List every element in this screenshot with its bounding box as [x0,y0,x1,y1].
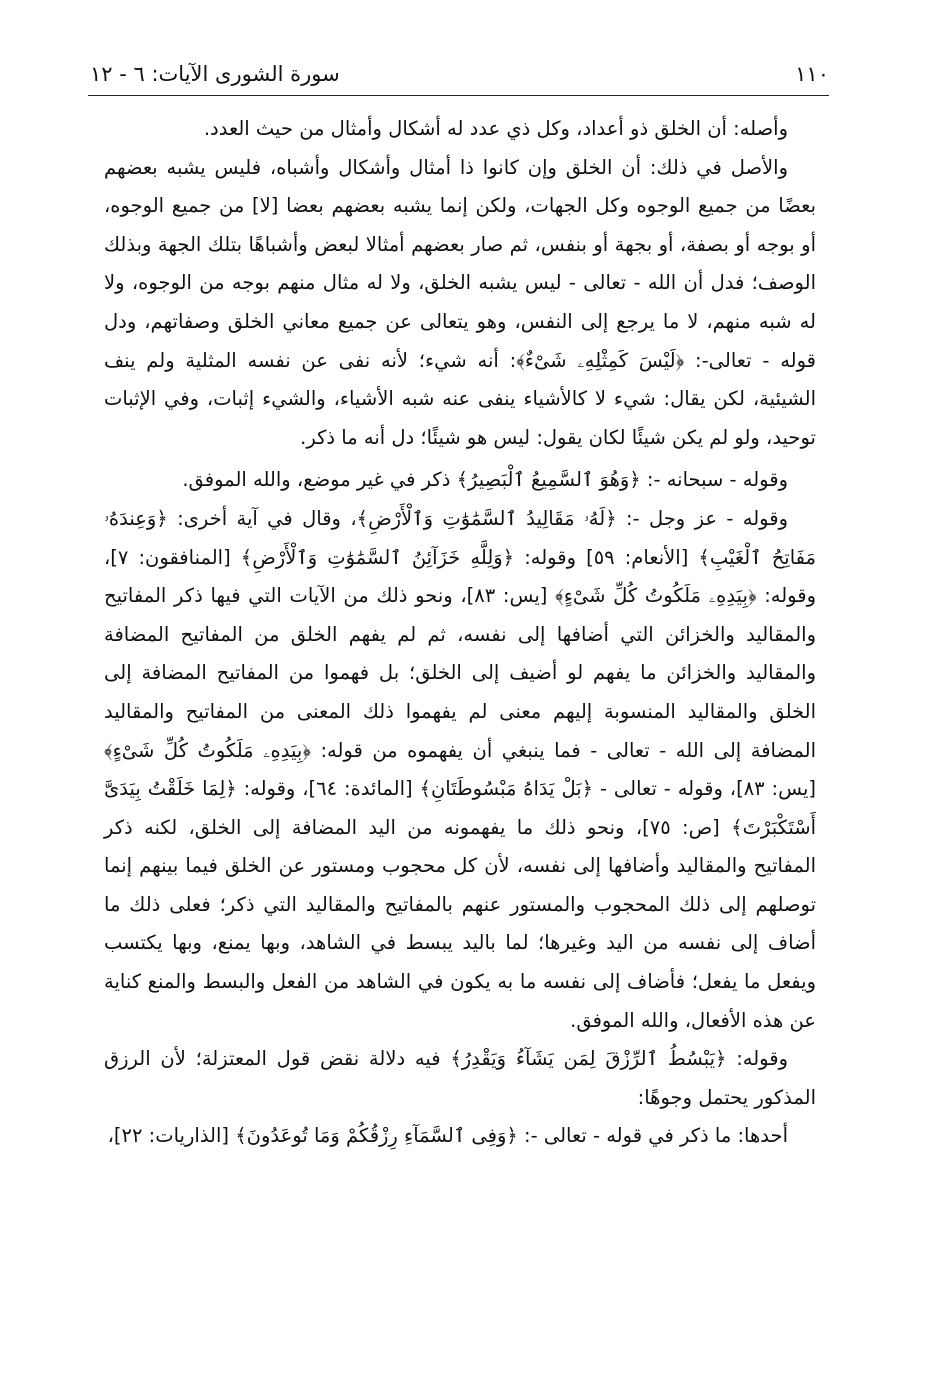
paragraph-1: وأصله: أن الخلق ذو أعداد، وكل ذي عدد له أشكال وأمثال من حيث العدد. [203,117,788,140]
paragraph-2: والأصل في ذلك: أن الخلق وإن كانوا ذا أمثال وأشكال وأشباه، فليس يشبه بعضهم بعضًا من جميع الوجوه وكل الجهات، ولكن إنما يشبه بعضهم بعضا [لا] من جميع الوجوه، أو بوجه أو بصفة، أو بجهة أو بنفس، ثم صار بعضهم أمثالا لبعض وأشباهًا بتلك الجهة وبذلك الوصف؛ فدل أن الله - تعالى - ليس يشبه الخلق، ولا له مثال منهم بوجه من الوجوه، ولا له شبه منهم، لا ما يرجع إلى النفس، وهو يتعالى عن جميع معاني الخلق وصفاتهم، ودل قوله - تعالى-: ﴿لَيْسَ كَمِثْلِهِۦ شَىْءٌ﴾: أنه شيء؛ لأنه نفى عن نفسه المثلية ولم ينف الشيئية، لكن يقال: شيء لا كالأشياء ينفى عنه شبه الأشياء، والشيء إثبات، وفي الإثبات توحيد، ولو لم يكن شيئًا لكان يقول: ليس هو شيئًا؛ دل أنه ما ذكر. [104,155,816,449]
body-text [104,110,816,1156]
page-number: ١١٠ [795,62,829,86]
paragraph-4: وقوله - عز وجل -: ﴿لَهُۥ مَقَالِيدُ ٱلسَّمَٰوَٰتِ وَٱلْأَرْضِ﴾، وقال في آية أخرى: ﴿وَعِندَهُۥ مَفَاتِحُ ٱلْغَيْبِ﴾ [الأنعام: ٥٩] وقوله: ﴿وَلِلَّهِ خَزَآئِنُ ٱلسَّمَٰوَٰتِ وَٱلْأَرْضِ﴾ [المنافقون: ٧]، وقوله: ﴿بِيَدِهِۦ مَلَكُوتُ كُلِّ شَىْءٍ﴾ [يس: ٨٣]، ونحو ذلك من الآيات التي فيها ذكر المفاتيح والمقاليد والخزائن التي أضافها إلى نفسه، ثم لم يفهم الخلق من المفاتيح المضافة والمقاليد والخزائن ما يفهم لو أضيف إلى الخلق؛ بل فهموا من المفاتيح المضافة إلى الخلق والمقاليد المنسوبة إليهم معنى لم يفهموا ذلك المعنى من المفاتيح والمقاليد المضافة إلى الله - تعالى - فما ينبغي أن يفهموه من قوله: ﴿بِيَدِهِۦ مَلَكُوتُ كُلِّ شَىْءٍ﴾ [يس: ٨٣]، وقوله - تعالى - ﴿بَلْ يَدَاهُ مَبْسُوطَتَانِ﴾ [المائدة: ٦٤]، وقوله: ﴿لِمَا خَلَقْتُ بِيَدَىَّ أَسْتَكْبَرْتَ﴾ [ص: ٧٥]، ونحو ذلك ما يفهمونه من اليد المضافة إلى الخلق، لكنه ذكر المفاتيح والمقاليد وأضافها إلى نفسه، لأن كل محجوب ومستور عن الخلق فيما بينهم إنما توصلهم إلى ذلك المحجوب والمستور عنهم بالمفاتيح والمقاليد التي ذكر؛ فعلى ذلك ما أضاف إلى نفسه من اليد وغيرها؛ لما باليد يبسط في الشاهد، وبها يمنع، وبها يكتسب ويفعل ما يفعل؛ فأضاف إلى نفسه ما به يكون في الشاهد من الفعل والبسط والمنع كناية عن هذه الأفعال، والله الموفق. [104,506,816,1032]
page-header [90,56,829,92]
running-title: سورة الشورى الآيات: ٦ - ١٢ [90,62,340,86]
paragraph-5: وقوله: ﴿يَبْسُطُ ٱلرِّزْقَ لِمَن يَشَآءُ وَيَقْدِرُ﴾ فيه دلالة نقض قول المعتزلة؛ لأن الرزق المذكور يحتمل وجوهًا: [104,1047,816,1109]
paragraph-3: وقوله - سبحانه -: ﴿وَهُوَ ٱلسَّمِيعُ ٱلْبَصِيرُ﴾ ذكر في غير موضع، والله الموفق. [182,468,788,492]
header-rule [88,95,829,96]
paragraph-6: أحدها: ما ذكر في قوله - تعالى -: ﴿وَفِى ٱلسَّمَآءِ رِزْقُكُمْ وَمَا تُوعَدُونَ﴾ [الذاريات: ٢٢]، [107,1124,788,1148]
